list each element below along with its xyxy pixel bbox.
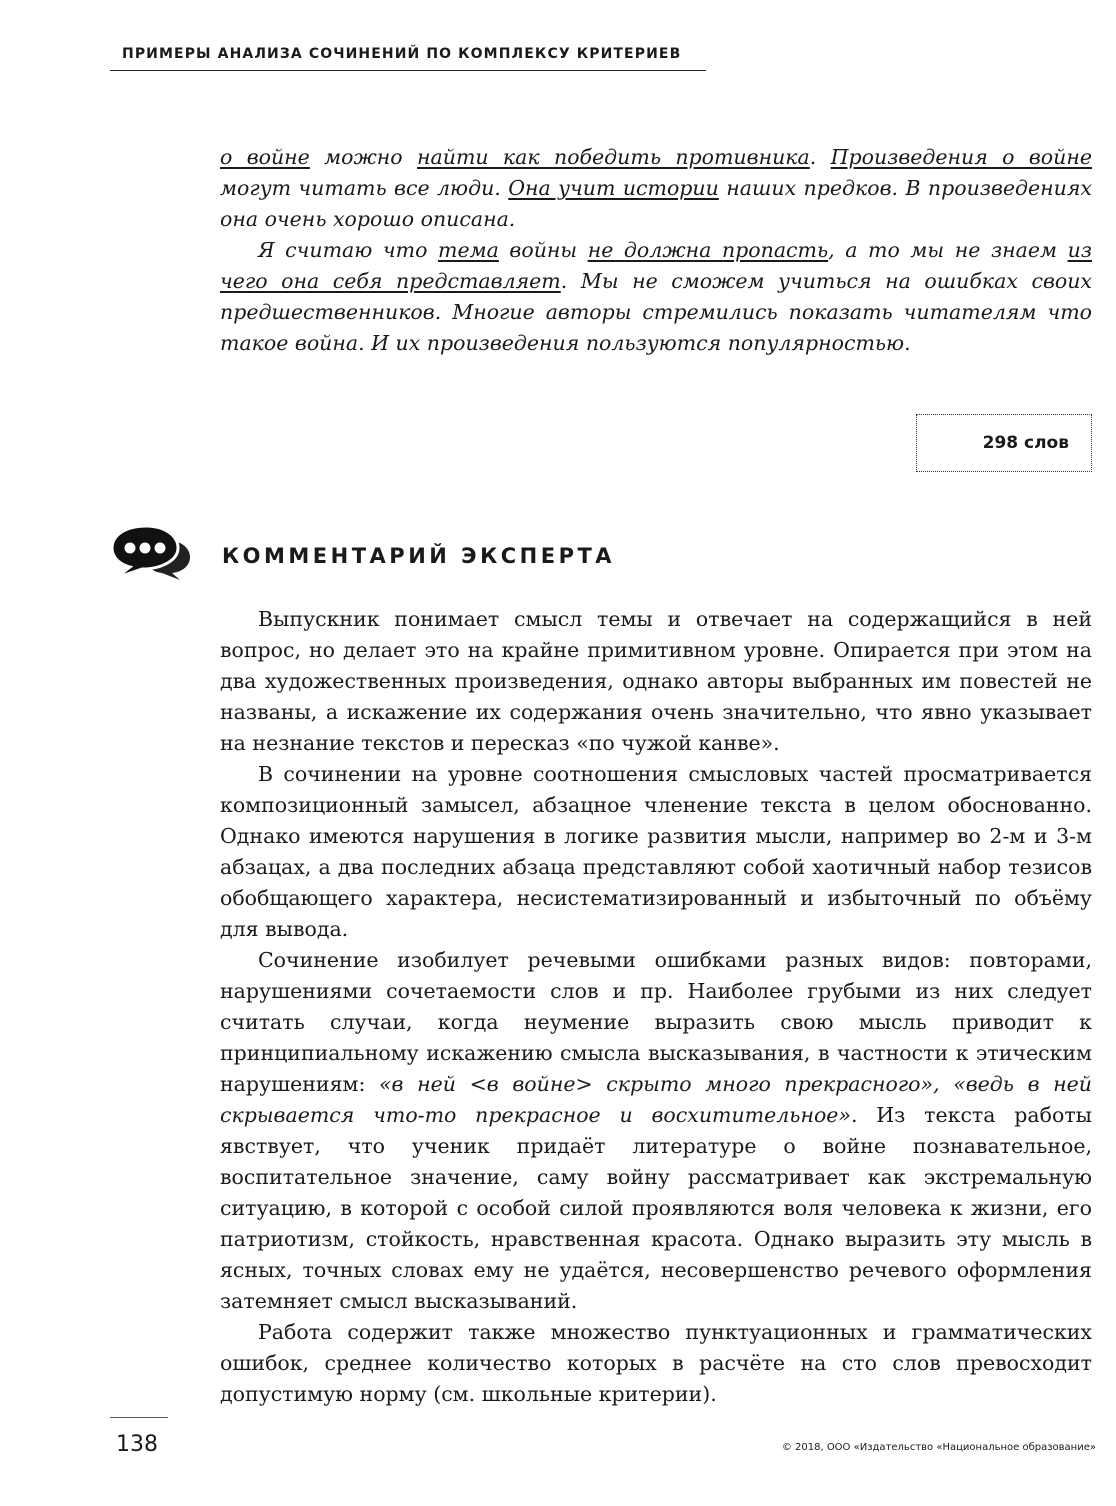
footer-divider xyxy=(110,1417,168,1418)
essay-text: наших предков. В произведениях она очень хорошо описана. xyxy=(220,176,1092,231)
running-header: ПРИМЕРЫ АНАЛИЗА СОЧИНЕНИЙ ПО КОМПЛЕКСУ КРИТЕРИЕВ xyxy=(110,46,706,71)
expert-comment xyxy=(220,604,1092,1410)
essay-text: войны xyxy=(498,238,588,262)
essay-text: Я считаю что xyxy=(258,238,439,262)
essay-text: можно xyxy=(309,145,418,169)
comment-paragraph xyxy=(220,945,1092,1317)
underlined-phrase: Она учит истории xyxy=(508,176,719,200)
comment-paragraph: В сочинении на уровне соотношения смысловых частей просматривается композиционный замысел, абзацное членение текста в целом обоснованно. Однако имеются нарушения в логике развития мысли, например во 2-м и 3-м абзацах, а два последних абзаца представляют собой хаотичный набор тезисов обобщающего характера, несистематизированный и избыточный по объёму для вывода. xyxy=(220,762,1092,941)
essay-text: . Мы не сможем учиться на ошибках своих предшественников. Многие авторы стремились показать читателям что такое война. И их произведения пользуются популярностью. xyxy=(220,269,1092,355)
underlined-phrase: найти как победить противника xyxy=(417,145,810,169)
essay-text: могут читать все люди. xyxy=(220,176,509,200)
underlined-phrase: не должна пропасть xyxy=(587,238,829,262)
essay-text: , а то мы не знаем xyxy=(828,238,1068,262)
underlined-phrase: тема xyxy=(438,238,499,262)
section-title: КОММЕНТАРИЙ ЭКСПЕРТА xyxy=(222,544,616,568)
underlined-phrase: Произведения о войне xyxy=(830,145,1092,169)
comment-text: Из текста работы явствует, что ученик придаёт литературе о войне познавательное, воспитательное значение, саму войну рассматривает как экстремальную ситуацию, в которой с особой силой проявляются воля человека к жизни, его патриотизм, стойкость, нравственная красота. Однако выразить эту мысль в ясных, точных словах ему не удаётся, несовершенство речевого оформления затемняет смысл высказываний. xyxy=(220,1103,1092,1313)
essay-excerpt xyxy=(220,142,1092,359)
comment-paragraph: Работа содержит также множество пунктуационных и грамматических ошибок, среднее количество которых в расчёте на сто слов превосходит допустимую норму (см. школьные критерии). xyxy=(220,1320,1092,1406)
essay-paragraph xyxy=(220,142,1092,235)
essay-paragraph xyxy=(220,235,1092,359)
word-count-box xyxy=(916,414,1092,472)
page-number: 138 xyxy=(116,1432,158,1457)
speech-bubbles-icon xyxy=(110,524,190,580)
essay-text: . xyxy=(809,145,831,169)
quoted-example: «в ней <в войне> скрыто много прекрасного», «ведь в ней скрывается что-то прекрасное и восхитительное». xyxy=(220,1072,1092,1127)
underlined-phrase: из чего она себя представляет xyxy=(220,238,1092,293)
underlined-phrase: о войне xyxy=(220,145,310,169)
comment-text: Сочинение изобилует речевыми ошибками разных видов: повторами, нарушениями сочетаемости слов и пр. Наиболее грубыми из них следует считать случаи, когда неумение выразить свою мысль приводит к принципиальному искажению смысла высказывания, в частности к этическим нарушениям: xyxy=(220,948,1092,1096)
copyright-notice: © 2018, ООО «Издательство «Национальное образование» xyxy=(781,1442,1096,1453)
comment-paragraph: Выпускник понимает смысл темы и отвечает на содержащийся в ней вопрос, но делает это на крайне примитивном уровне. Опирается при этом на два художественных произведения, однако авторы выбранных им повестей не названы, а искажение их содержания очень значительно, что явно указывает на незнание текстов и пересказ «по чужой канве». xyxy=(220,607,1092,755)
word-count: 298 слов xyxy=(982,433,1069,453)
